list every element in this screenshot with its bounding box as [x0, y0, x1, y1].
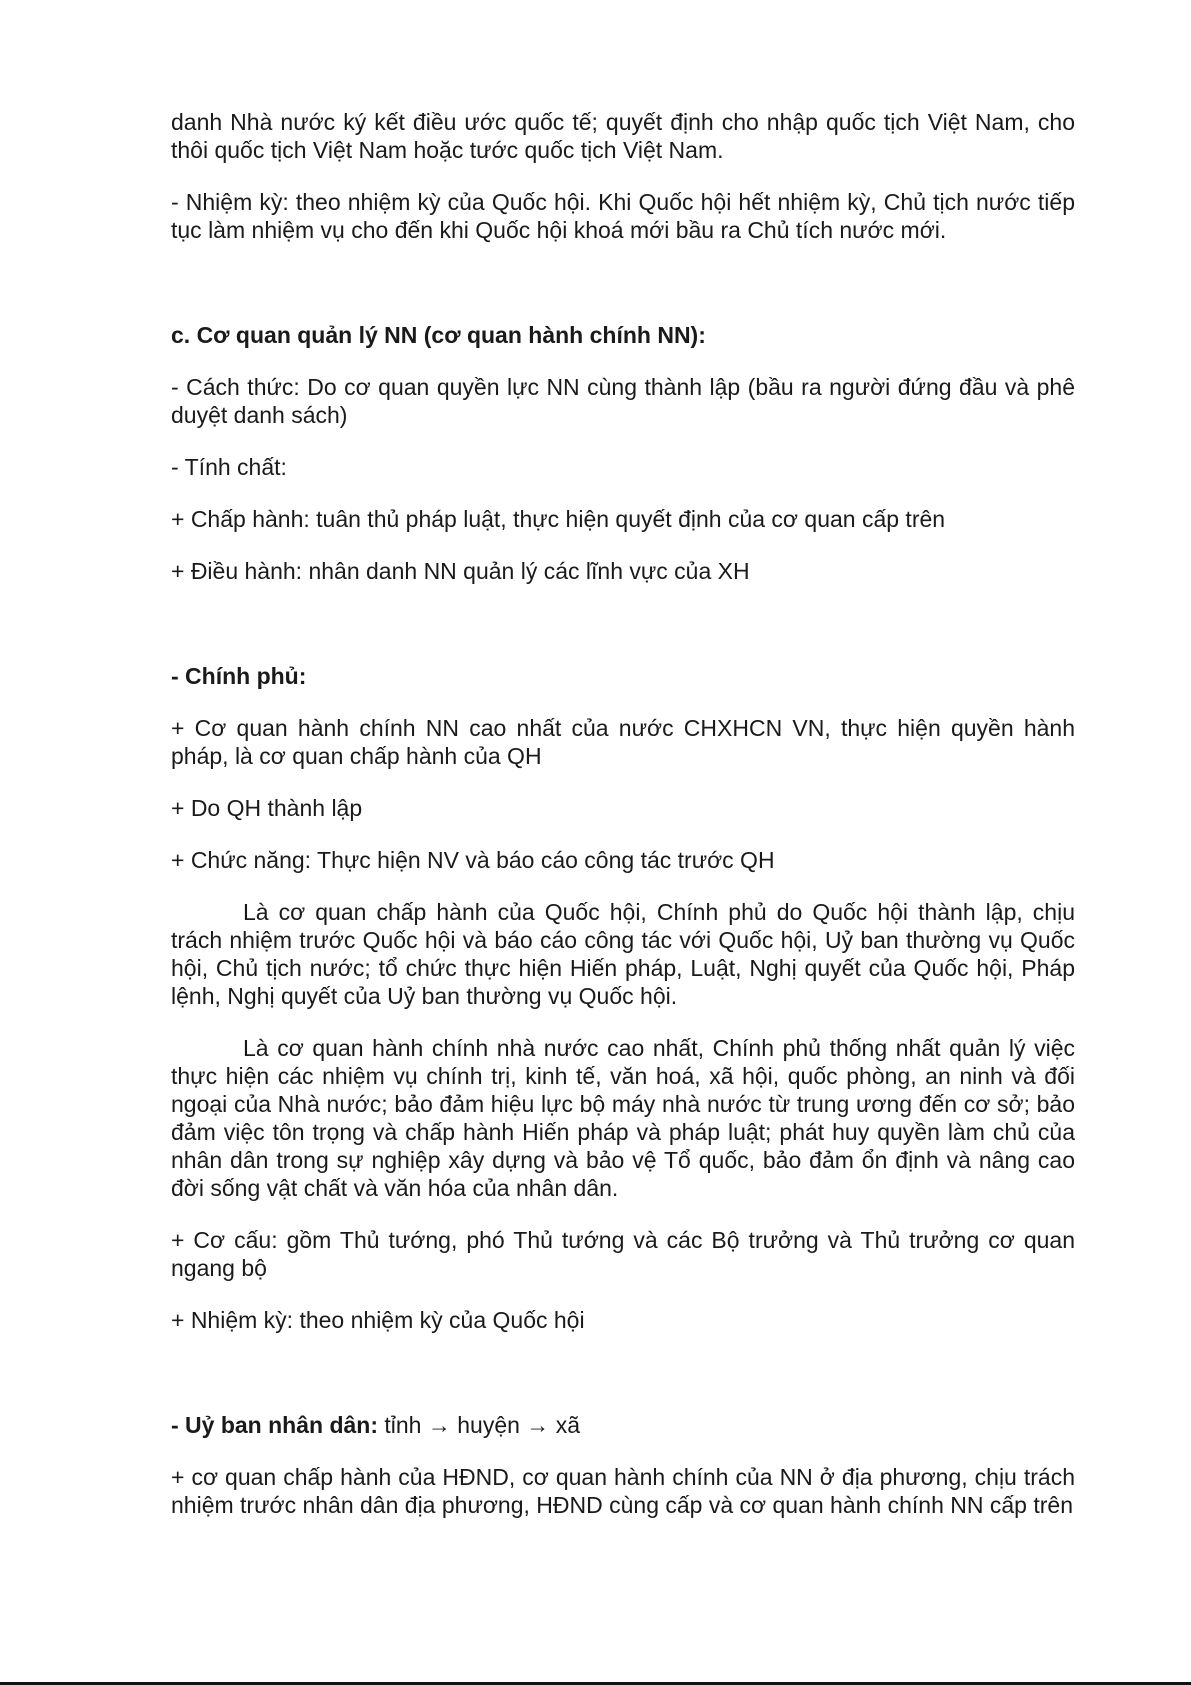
- paragraph-gov-term: + Nhiệm kỳ: theo nhiệm kỳ của Quốc hội: [171, 1307, 585, 1333]
- paragraph-gov-structure: + Cơ cấu: gồm Thủ tướng, phó Thủ tướng và các Bộ trưởng và Thủ trưởng cơ quan ngang bộ: [171, 1227, 1075, 1281]
- section-heading-government: - Chính phủ:: [171, 663, 307, 689]
- paragraph-gov-established: + Do QH thành lập: [171, 795, 363, 821]
- paragraph-execution: + Chấp hành: tuân thủ pháp luật, thực hiện quyết định của cơ quan cấp trên: [171, 506, 946, 532]
- peoples-committee-title: - Uỷ ban nhân dân:: [171, 1412, 378, 1438]
- paragraph-committee-role: + cơ quan chấp hành của HĐND, cơ quan hành chính của NN ở địa phương, chịu trách nhiệm trước nhân dân địa phương, HĐND cùng cấp và cơ quan hành chính NN cấp trên: [171, 1464, 1075, 1518]
- paragraph-nature: - Tính chất:: [171, 454, 287, 480]
- spacer: [171, 1358, 1075, 1411]
- paragraph-administration: + Điều hành: nhân danh NN quản lý các lĩnh vực của XH: [171, 558, 750, 584]
- paragraph-term-president: - Nhiệm kỳ: theo nhiệm kỳ của Quốc hội. Khi Quốc hội hết nhiệm kỳ, Chủ tịch nước tiếp tục làm nhiệm vụ cho đến khi Quốc hội khoá mới bầu ra Chủ tích nước mới.: [171, 189, 1075, 243]
- paragraph-gov-function: + Chức năng: Thực hiện NV và báo cáo công tác trước QH: [171, 847, 775, 873]
- paragraph-gov-executive: Là cơ quan chấp hành của Quốc hội, Chính phủ do Quốc hội thành lập, chịu trách nhiệm trước Quốc hội và báo cáo công tác với Quốc hội, Uỷ ban thường vụ Quốc hội, Chủ tịch nước; tổ chức thực hiện Hiến pháp, Luật, Nghị quyết của Quốc hội, Pháp lệnh, Nghị quyết của Uỷ ban thường vụ Quốc hội.: [171, 899, 1075, 1009]
- paragraph-method: - Cách thức: Do cơ quan quyền lực NN cùng thành lập (bầu ra người đứng đầu và phê duyệt danh sách): [171, 374, 1075, 428]
- spacer: [171, 609, 1075, 662]
- peoples-committee-levels: tỉnh → huyện → xã: [378, 1412, 580, 1438]
- spacer: [171, 268, 1075, 321]
- section-heading-admin-agency: c. Cơ quan quản lý NN (cơ quan hành chính NN):: [171, 322, 706, 348]
- paragraph-gov-administrative: Là cơ quan hành chính nhà nước cao nhất, Chính phủ thống nhất quản lý việc thực hiện các nhiệm vụ chính trị, kinh tế, văn hoá, xã hội, quốc phòng, an ninh và đối ngoại của Nhà nước; bảo đảm hiệu lực bộ máy nhà nước từ trung ương đến cơ sở; bảo đảm việc tôn trọng và chấp hành Hiến pháp và pháp luật; phát huy quyền làm chủ của nhân dân trong sự nghiệp xây dựng và bảo vệ Tổ quốc, bảo đảm ổn định và nâng cao đời sống vật chất và văn hóa của nhân dân.: [171, 1035, 1075, 1201]
- document-page: [171, 108, 1075, 1543]
- section-heading-peoples-committee: [171, 1411, 1075, 1439]
- paragraph-gov-highest: + Cơ quan hành chính NN cao nhất của nước CHXHCN VN, thực hiện quyền hành pháp, là cơ quan chấp hành của QH: [171, 715, 1075, 769]
- paragraph-treaty: danh Nhà nước ký kết điều ước quốc tế; quyết định cho nhập quốc tịch Việt Nam, cho thôi quốc tịch Việt Nam hoặc tước quốc tịch Việt Nam.: [171, 109, 1075, 163]
